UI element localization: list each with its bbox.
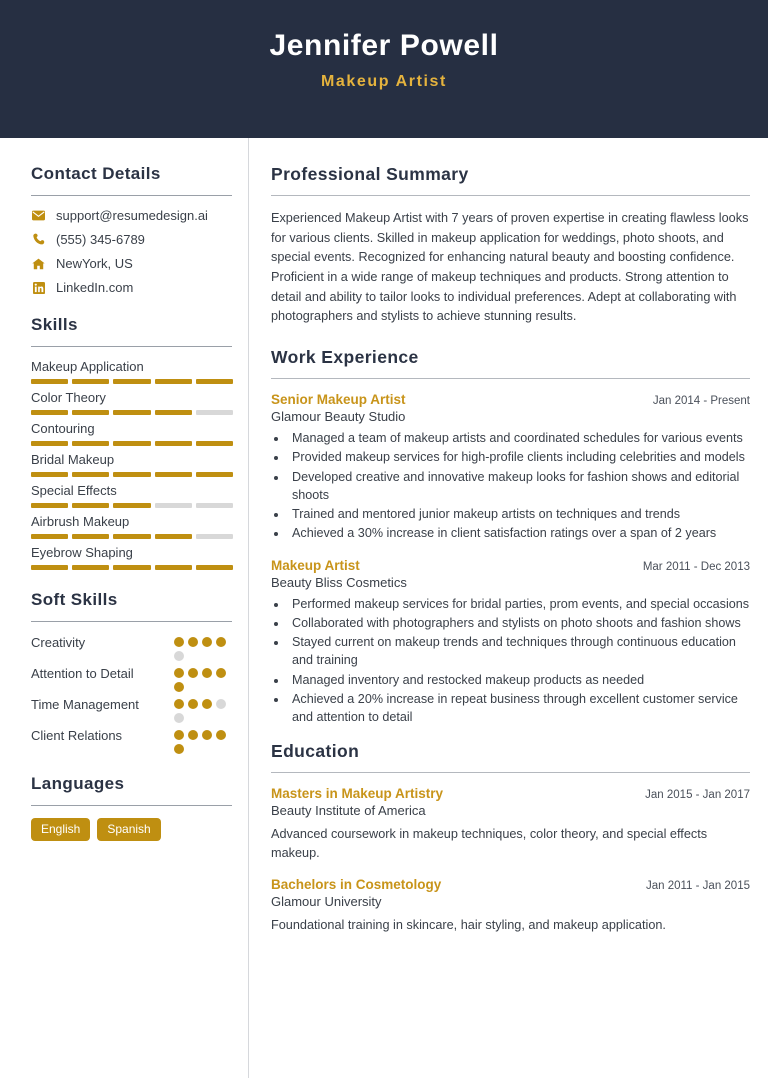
education-date-range: Jan 2015 - Jan 2017: [645, 789, 750, 802]
rating-dot: [202, 668, 212, 678]
skill-segment: [155, 534, 192, 539]
skill-segment: [31, 441, 68, 446]
job-bullet: • Trained and mentored junior makeup artists on techniques and trends: [288, 505, 750, 523]
skill-item: [31, 359, 232, 384]
rating-dot: [174, 651, 184, 661]
contact-value: NewYork, US: [56, 256, 133, 271]
skill-segment: [113, 410, 150, 415]
education-header: [271, 786, 750, 801]
experience-item: [271, 392, 750, 543]
soft-skill-label: Time Management: [31, 697, 139, 712]
skills-divider: [31, 346, 232, 347]
skill-segment: [155, 565, 192, 570]
skill-item: [31, 514, 232, 539]
education-description: Foundational training in skincare, hair styling, and makeup application.: [271, 918, 666, 933]
education-date-range: Jan 2011 - Jan 2015: [645, 880, 750, 893]
skill-segment: [113, 565, 150, 570]
summary-text: Experienced Makeup Artist with 7 years of proven expertise in creating flawless looks for various clients. Skilled in makeup application for weddings, photo shoots, and special events. Recognized for enhancing natural beauty and boosting confidence. Proficient in a wide range of makeup techniques and products. Strong attention to detail and ability to tailor looks to individual preferences. Adept at collaborating with photographers and stylists to achieve stunning results.: [271, 211, 749, 324]
summary-section: [271, 164, 750, 327]
rating-dot: [202, 730, 212, 740]
skill-segment: [31, 565, 68, 570]
education-section-title: Education: [271, 741, 360, 762]
contact-row[interactable]: [31, 208, 232, 223]
soft-skill-row: [31, 634, 232, 661]
contact-row[interactable]: [31, 232, 232, 247]
contact-row[interactable]: [31, 256, 232, 271]
job-date-range: Jan 2014 - Present: [652, 395, 750, 408]
skill-segment: [155, 503, 192, 508]
skill-segment: [113, 379, 150, 384]
job-bullet: • Stayed current on makeup trends and techniques through continuous education and training: [288, 633, 750, 670]
skill-segment: [196, 410, 233, 415]
institution-name: Beauty Institute of America: [271, 803, 426, 819]
experience-section: [271, 347, 750, 726]
summary-section-title: Professional Summary: [271, 164, 469, 184]
contact-divider: [31, 195, 232, 196]
skill-segment: [72, 565, 109, 570]
phone-icon: [31, 233, 46, 246]
education-list: [271, 786, 750, 935]
skill-segment: [196, 472, 233, 477]
education-header: [271, 877, 750, 892]
soft-skills-divider: [31, 621, 232, 622]
contact-section-title: Contact Details: [31, 164, 161, 183]
skill-segment: [113, 503, 150, 508]
main-column: [249, 138, 768, 1078]
candidate-role: Makeup Artist: [320, 73, 447, 90]
skill-item: [31, 545, 232, 570]
rating-dot: [174, 637, 184, 647]
skill-segment: [31, 379, 68, 384]
rating-dot: [174, 713, 184, 723]
skill-rating-bar: [31, 410, 233, 415]
degree-title: Bachelors in Cosmetology: [271, 877, 442, 893]
job-date-range: Mar 2011 - Dec 2013: [642, 560, 750, 573]
skill-segment: [31, 472, 68, 477]
soft-skill-row: [31, 665, 232, 692]
soft-skill-rating-dots: [174, 727, 232, 754]
job-bullet-list: [288, 595, 750, 727]
skill-segment: [72, 503, 109, 508]
skill-segment: [155, 472, 192, 477]
soft-skill-label: Attention to Detail: [31, 666, 134, 681]
job-title: Makeup Artist: [271, 557, 360, 573]
candidate-name: Jennifer Powell: [269, 29, 499, 62]
skill-segment: [113, 441, 150, 446]
skill-segment: [31, 410, 68, 415]
skill-item: [31, 421, 232, 446]
soft-skill-row: [31, 696, 232, 723]
skill-label: Eyebrow Shaping: [31, 545, 133, 560]
skill-segment: [155, 379, 192, 384]
skills-section-title: Skills: [31, 315, 78, 334]
skill-segment: [113, 534, 150, 539]
skill-rating-bar: [31, 534, 233, 539]
skill-segment: [72, 379, 109, 384]
education-item: [271, 877, 750, 935]
skill-rating-bar: [31, 565, 233, 570]
employer-name: Glamour Beauty Studio: [271, 409, 406, 425]
rating-dot: [216, 637, 226, 647]
skill-label: Contouring: [31, 421, 95, 436]
experience-header: [271, 558, 750, 573]
linkedin-icon: [31, 282, 46, 294]
job-bullet-list: [288, 429, 750, 543]
rating-dot: [188, 637, 198, 647]
skill-segment: [31, 503, 68, 508]
skill-segment: [72, 410, 109, 415]
skill-item: [31, 390, 232, 415]
rating-dot: [174, 668, 184, 678]
skill-segment: [196, 534, 233, 539]
degree-title: Masters in Makeup Artistry: [271, 786, 444, 802]
job-bullet: • Collaborated with photographers and stylists on photo shoots and fashion shows: [288, 614, 750, 632]
contact-section: [31, 164, 232, 295]
experience-list: [271, 392, 750, 726]
soft-skills-section: [31, 590, 232, 754]
contact-row[interactable]: [31, 280, 232, 295]
rating-dot: [202, 637, 212, 647]
soft-skill-rating-dots: [174, 634, 232, 661]
skill-label: Airbrush Makeup: [31, 514, 130, 529]
job-bullet: • Managed inventory and restocked makeup products as needed: [288, 671, 750, 689]
skill-rating-bar: [31, 503, 233, 508]
rating-dot: [216, 730, 226, 740]
skill-segment: [31, 534, 68, 539]
experience-item: [271, 558, 750, 727]
job-bullet: • Performed makeup services for bridal parties, prom events, and special occasions: [288, 595, 750, 613]
skill-label: Makeup Application: [31, 359, 144, 374]
skill-segment: [196, 441, 233, 446]
language-pill[interactable]: Spanish: [97, 818, 160, 841]
soft-skill-rating-dots: [174, 696, 232, 723]
contact-value: (555) 345-6789: [56, 232, 145, 247]
rating-dot: [202, 699, 212, 709]
soft-skills-section-title: Soft Skills: [31, 590, 118, 609]
resume-body: [0, 138, 768, 1078]
contact-list: [31, 208, 232, 295]
skills-list: [31, 359, 232, 570]
skill-segment: [72, 472, 109, 477]
envelope-icon: [31, 210, 46, 221]
rating-dot: [188, 699, 198, 709]
language-pill[interactable]: English: [31, 818, 90, 841]
skills-section: [31, 315, 232, 570]
soft-skill-row: [31, 727, 232, 754]
skill-segment: [196, 379, 233, 384]
education-section: [271, 741, 750, 935]
language-pill-list: [31, 818, 232, 841]
skill-segment: [196, 503, 233, 508]
skill-rating-bar: [31, 472, 233, 477]
languages-divider: [31, 805, 232, 806]
rating-dot: [216, 668, 226, 678]
education-item: [271, 786, 750, 863]
job-title: Senior Makeup Artist: [271, 392, 406, 408]
skill-item: [31, 452, 232, 477]
skill-label: Color Theory: [31, 390, 106, 405]
experience-divider: [271, 378, 750, 379]
skill-segment: [155, 441, 192, 446]
soft-skills-list: [31, 634, 232, 754]
skill-segment: [196, 565, 233, 570]
skill-label: Bridal Makeup: [31, 452, 115, 467]
soft-skill-label: Client Relations: [31, 728, 123, 743]
rating-dot: [188, 668, 198, 678]
soft-skill-label: Creativity: [31, 635, 86, 650]
skill-label: Special Effects: [31, 483, 117, 498]
employer-name: Beauty Bliss Cosmetics: [271, 574, 407, 590]
education-description: Advanced coursework in makeup techniques, color theory, and special effects makeup.: [271, 827, 708, 861]
job-bullet: • Achieved a 30% increase in client satisfaction ratings over a span of 2 years: [288, 524, 750, 542]
skill-item: [31, 483, 232, 508]
job-bullet: • Developed creative and innovative makeup looks for fashion shows and editorial shoots: [288, 468, 750, 505]
skill-segment: [72, 534, 109, 539]
skill-segment: [72, 441, 109, 446]
skill-segment: [155, 410, 192, 415]
languages-section: [31, 774, 232, 841]
job-bullet: • Provided makeup services for high-profile clients including celebrities and models: [288, 448, 750, 466]
sidebar: [0, 138, 249, 1078]
job-bullet: • Managed a team of makeup artists and coordinated schedules for various events: [288, 429, 750, 447]
experience-header: [271, 392, 750, 407]
contact-value: support@resumedesign.ai: [56, 208, 208, 223]
home-icon: [31, 258, 46, 270]
skill-segment: [113, 472, 150, 477]
rating-dot: [216, 699, 226, 709]
skill-rating-bar: [31, 379, 233, 384]
experience-section-title: Work Experience: [271, 347, 419, 368]
rating-dot: [188, 730, 198, 740]
institution-name: Glamour University: [271, 894, 382, 910]
skill-rating-bar: [31, 441, 233, 446]
soft-skill-rating-dots: [174, 665, 232, 692]
rating-dot: [174, 682, 184, 692]
rating-dot: [174, 744, 184, 754]
job-bullet: • Achieved a 20% increase in repeat business through excellent customer service and attention to detail: [288, 690, 750, 727]
summary-divider: [271, 195, 750, 196]
contact-value: LinkedIn.com: [56, 280, 134, 295]
education-divider: [271, 772, 750, 773]
resume-header: [0, 0, 768, 138]
rating-dot: [174, 730, 184, 740]
rating-dot: [174, 699, 184, 709]
languages-section-title: Languages: [31, 774, 125, 793]
